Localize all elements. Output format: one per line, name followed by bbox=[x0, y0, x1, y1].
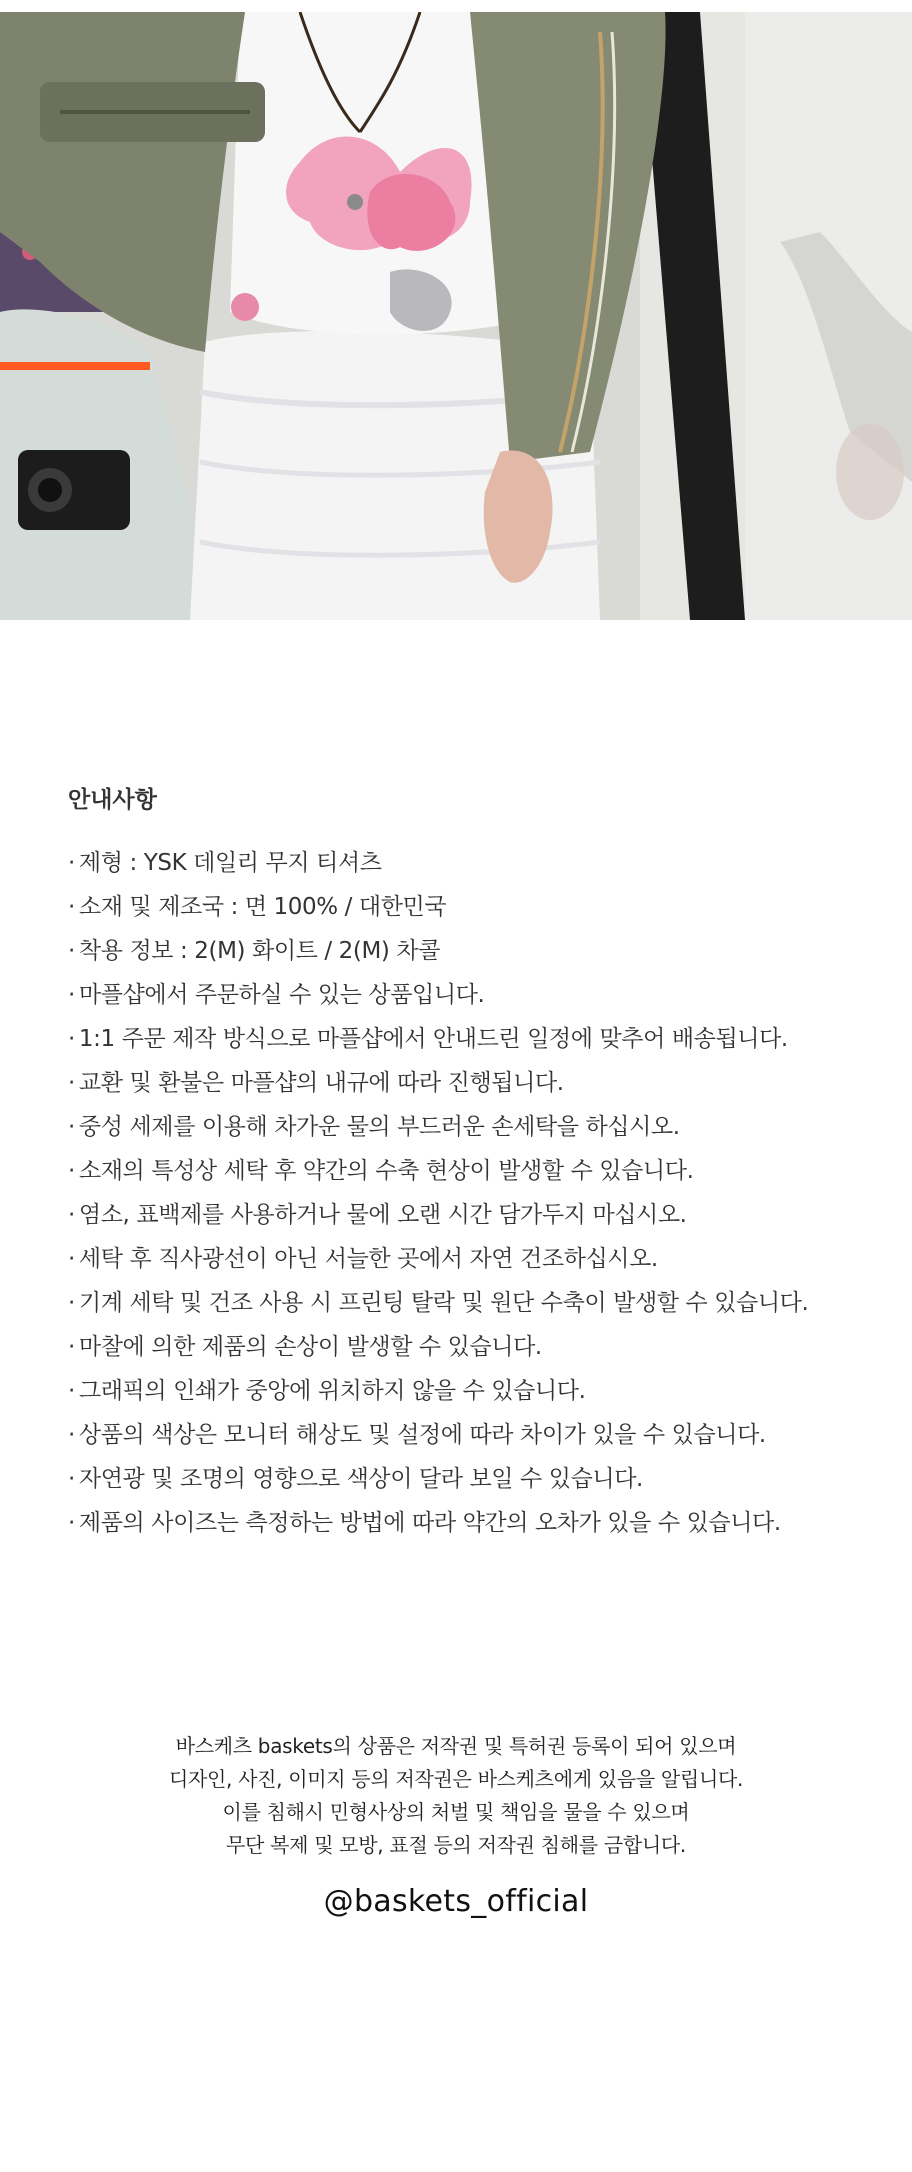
copyright-section bbox=[0, 1730, 912, 1922]
instagram-handle: @baskets_official bbox=[323, 1884, 589, 1919]
list-item bbox=[68, 1237, 868, 1281]
list-item bbox=[68, 841, 868, 885]
list-item bbox=[68, 929, 868, 973]
bullet: · bbox=[68, 1202, 75, 1228]
notice-item-text: 자연광 및 조명의 영향으로 색상이 달라 보일 수 있습니다. bbox=[78, 1466, 643, 1492]
list-item bbox=[68, 885, 868, 929]
list-item bbox=[68, 1061, 868, 1105]
bullet: · bbox=[68, 1026, 75, 1052]
bullet: · bbox=[68, 1246, 75, 1272]
bullet: · bbox=[68, 894, 75, 920]
bullet: · bbox=[68, 1466, 75, 1492]
copyright-line: 무단 복제 및 모방, 표절 등의 저작권 침해를 금합니다. bbox=[226, 1833, 686, 1857]
bullet: · bbox=[68, 1158, 75, 1184]
notice-list bbox=[68, 841, 868, 1545]
copyright-line: 이를 침해시 민형사상의 처벌 및 책임을 물을 수 있으며 bbox=[222, 1800, 690, 1824]
bullet: · bbox=[68, 938, 75, 964]
bullet: · bbox=[68, 982, 75, 1008]
notice-item-text: 세탁 후 직사광선이 아닌 서늘한 곳에서 자연 건조하십시오. bbox=[78, 1246, 658, 1272]
notice-item-text: 상품의 색상은 모니터 해상도 및 설정에 따라 차이가 있을 수 있습니다. bbox=[78, 1422, 766, 1448]
notice-item-text: 1:1 주문 제작 방식으로 마플샵에서 안내드린 일정에 맞추어 배송됩니다. bbox=[78, 1026, 788, 1052]
list-item bbox=[68, 1369, 868, 1413]
copyright-line: 디자인, 사진, 이미지 등의 저작권은 바스케츠에게 있음을 알립니다. bbox=[168, 1767, 744, 1791]
list-item bbox=[68, 1457, 868, 1501]
notice-item-text: 소재 및 제조국 : 면 100% / 대한민국 bbox=[78, 894, 447, 920]
notice-item-text: 염소, 표백제를 사용하거나 물에 오랜 시간 담가두지 마십시오. bbox=[78, 1202, 687, 1228]
list-item bbox=[68, 1413, 868, 1457]
bullet: · bbox=[68, 1070, 75, 1096]
notice-item-text: 제품의 사이즈는 측정하는 방법에 따라 약간의 오차가 있을 수 있습니다. bbox=[78, 1510, 781, 1536]
notice-item-text: 마찰에 의한 제품의 손상이 발생할 수 있습니다. bbox=[78, 1334, 542, 1360]
list-item bbox=[68, 1193, 868, 1237]
notice-item-text: 기계 세탁 및 건조 사용 시 프린팅 탈락 및 원단 수축이 발생할 수 있습니다. bbox=[78, 1290, 809, 1316]
notice-item-text: 착용 정보 : 2(M) 화이트 / 2(M) 차콜 bbox=[78, 938, 441, 964]
bullet: · bbox=[68, 1114, 75, 1140]
product-photo bbox=[0, 12, 912, 620]
bullet: · bbox=[68, 850, 75, 876]
bullet: · bbox=[68, 1510, 75, 1536]
notice-title: 안내사항 bbox=[68, 787, 157, 813]
notice-item-text: 중성 세제를 이용해 차가운 물의 부드러운 손세탁을 하십시오. bbox=[78, 1114, 680, 1140]
list-item bbox=[68, 1281, 868, 1325]
list-item bbox=[68, 1105, 868, 1149]
list-item bbox=[68, 973, 868, 1017]
photo-image bbox=[0, 12, 912, 620]
list-item bbox=[68, 1149, 868, 1193]
copyright-line: 바스케츠 baskets의 상품은 저작권 및 특허권 등록이 되어 있으며 bbox=[175, 1734, 737, 1758]
list-item bbox=[68, 1017, 868, 1061]
notice-item-text: 제형 : YSK 데일리 무지 티셔츠 bbox=[78, 850, 382, 876]
notice-item-text: 교환 및 환불은 마플샵의 내규에 따라 진행됩니다. bbox=[78, 1070, 564, 1096]
list-item bbox=[68, 1325, 868, 1369]
bullet: · bbox=[68, 1334, 75, 1360]
bullet: · bbox=[68, 1378, 75, 1404]
notice-item-text: 마플샵에서 주문하실 수 있는 상품입니다. bbox=[78, 982, 485, 1008]
notice-item-text: 소재의 특성상 세탁 후 약간의 수축 현상이 발생할 수 있습니다. bbox=[78, 1158, 694, 1184]
bullet: · bbox=[68, 1422, 75, 1448]
notice-section bbox=[68, 782, 868, 1545]
list-item bbox=[68, 1501, 868, 1545]
bullet: · bbox=[68, 1290, 75, 1316]
notice-item-text: 그래픽의 인쇄가 중앙에 위치하지 않을 수 있습니다. bbox=[78, 1378, 586, 1404]
